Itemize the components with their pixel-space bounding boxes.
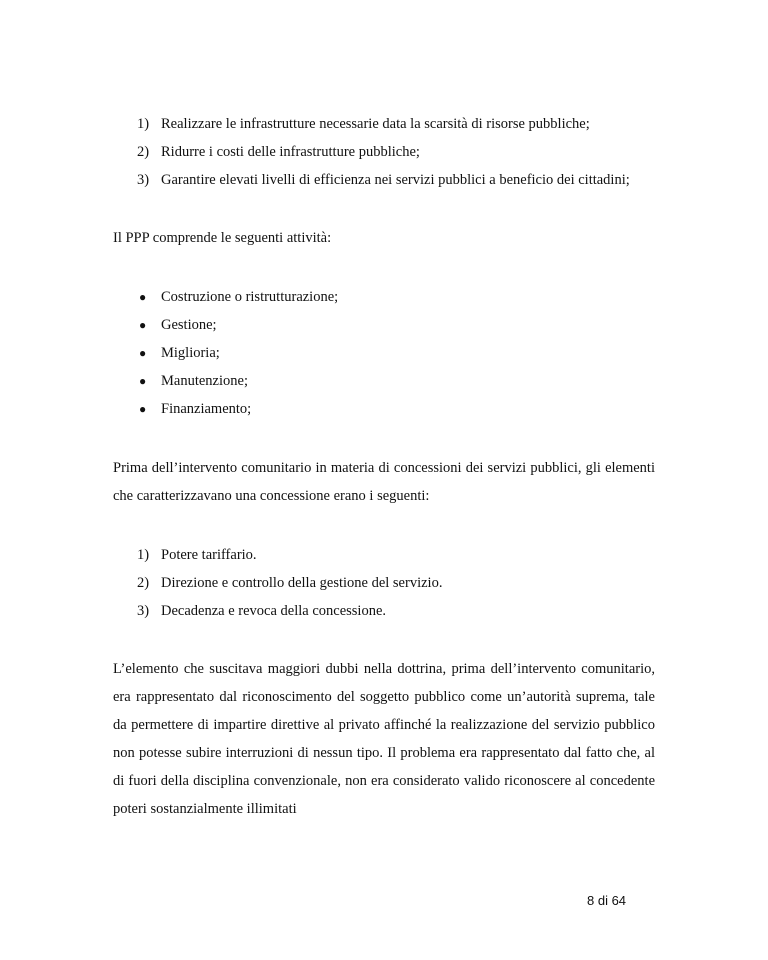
list-item (113, 541, 655, 569)
list-marker: 1) (137, 116, 150, 132)
list-marker: 3) (137, 172, 150, 188)
list-item (113, 395, 655, 423)
list-item (113, 339, 655, 367)
bullet-icon: ● (139, 374, 147, 388)
list-item (113, 166, 655, 194)
bullet-icon: ● (139, 402, 147, 416)
list-item-text: Costruzione o ristrutturazione; (161, 289, 339, 305)
list-item-text: Manutenzione; (161, 373, 248, 389)
list-item (113, 597, 655, 625)
objectives-list (113, 110, 655, 194)
activities-list (113, 283, 655, 423)
list-item-text: Garantire elevati livelli di efficienza nei servizi pubblici a beneficio dei cittadini; (161, 172, 630, 188)
concession-elements-list (113, 541, 655, 625)
list-item-text: Realizzare le infrastrutture necessarie data la scarsità di risorse pubbliche; (161, 116, 590, 132)
list-item-text: Gestione; (161, 317, 217, 333)
page-number: 8 di 64 (587, 893, 627, 908)
bullet-icon: ● (139, 290, 147, 304)
list-item-text: Miglioria; (161, 345, 220, 361)
list-item-text: Potere tariffario. (161, 547, 257, 563)
list-item-text: Decadenza e revoca della concessione. (161, 603, 387, 619)
bullet-icon: ● (139, 318, 147, 332)
list-marker: 2) (137, 575, 150, 591)
list-item-text: Finanziamento; (161, 401, 252, 417)
list-item (113, 138, 655, 166)
doctrine-paragraph: L’elemento che suscitava maggiori dubbi nella dottrina, prima dell’intervento comunitario, era rappresentato dal riconoscimento del soggetto pubblico come un’autorità suprema, tale da permettere di impartire direttive al privato affinché la realizzazione del servizio pubblico non potesse subire interruzioni di nessun tipo. Il problema era rappresentato dal fatto che, al di fuori della disciplina convenzionale, non era considerato valido riconoscere al concedente poteri sostanzialmente illimitati (113, 661, 655, 817)
list-item (113, 110, 655, 138)
list-item (113, 367, 655, 395)
list-item (113, 311, 655, 339)
list-item-text: Direzione e controllo della gestione del servizio. (161, 575, 443, 591)
list-marker: 1) (137, 547, 150, 563)
bullet-icon: ● (139, 346, 147, 360)
list-item (113, 569, 655, 597)
concession-intro-paragraph: Prima dell’intervento comunitario in materia di concessioni dei servizi pubblici, gli elementi che caratterizzavano una concessione erano i seguenti: (113, 460, 655, 504)
list-marker: 2) (137, 144, 150, 160)
list-item-text: Ridurre i costi delle infrastrutture pubbliche; (161, 144, 420, 160)
list-item (113, 283, 655, 311)
ppp-intro-paragraph: Il PPP comprende le seguenti attività: (113, 230, 332, 246)
page-content (113, 110, 655, 823)
list-marker: 3) (137, 603, 150, 619)
